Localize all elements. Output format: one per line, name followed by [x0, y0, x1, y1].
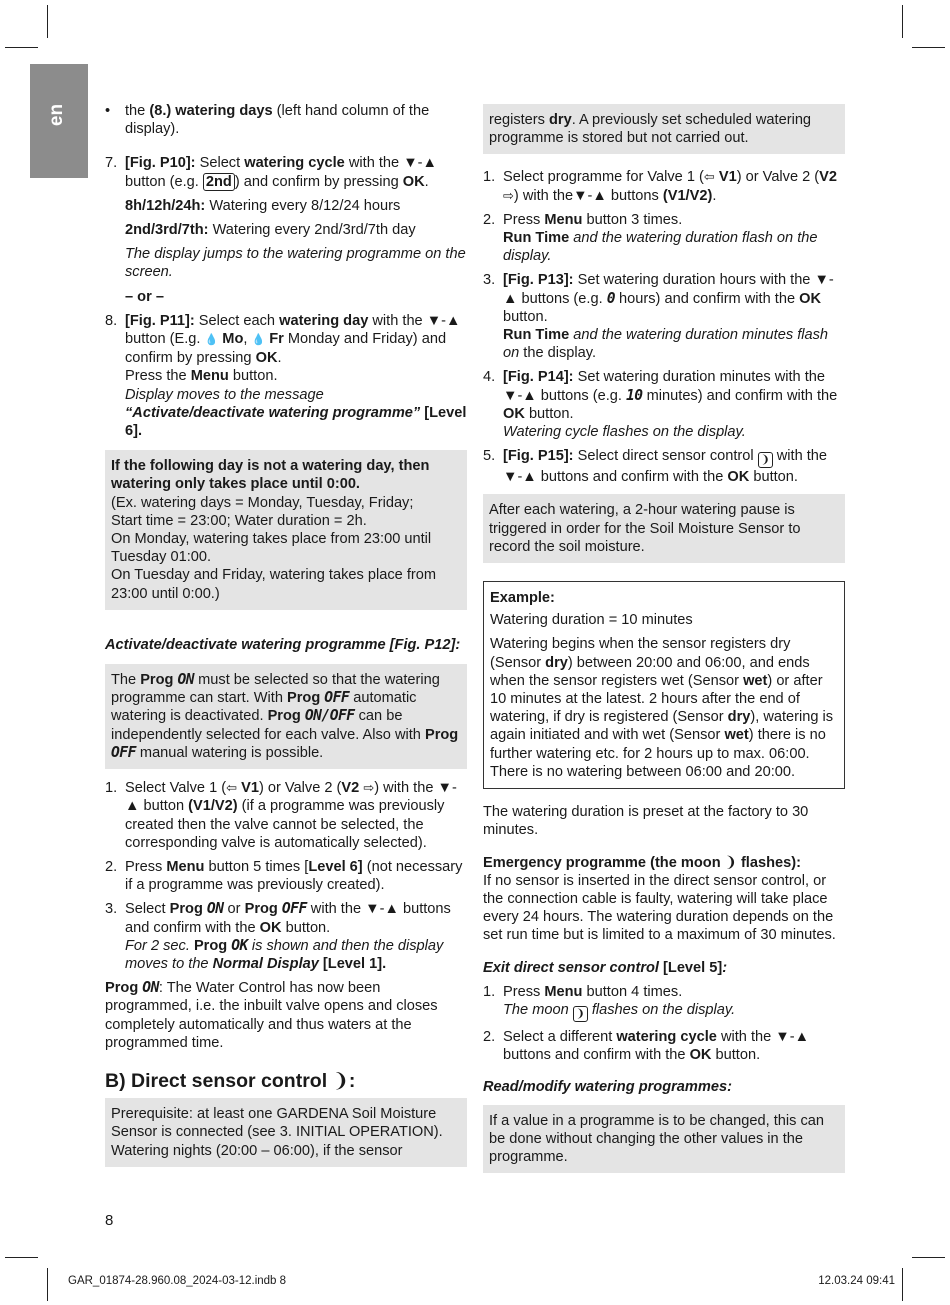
moon-icon: ❩	[332, 1069, 349, 1092]
crop-mark	[902, 5, 903, 38]
emergency-title: Emergency programme (the moon ❩ flashes):	[483, 854, 801, 871]
sensor-step-1: 1. Select programme for Valve 1 (⇦ V1) or Valve 2 (V2 ⇨) with the▼-▲ buttons (V1/V2).	[483, 169, 838, 204]
arrow-right-icon: ⇨	[363, 780, 375, 796]
right-column	[483, 104, 845, 1173]
prog-on-paragraph: Prog ON: The Water Control has now been programmed, i.e. the inbuilt valve opens and closes completely automatically and thus waters at the programmed time.	[105, 979, 438, 1051]
footer-file-info: GAR_01874-28.960.08_2024-03-12.indb 8	[68, 1275, 287, 1287]
preset-paragraph: The watering duration is preset at the factory to 30 minutes.	[483, 804, 809, 839]
note-box-registers-dry: registers dry. A previously set scheduled watering programme is stored but not carried out.	[483, 104, 845, 154]
exit-step-1: 1. Press Menu button 4 times. The moon ❩ flashes on the display.	[483, 983, 736, 1020]
note-box-following-day: If the following day is not a watering day, then watering only takes place until 0:00. (Ex. watering days = Monday, Tuesday, Friday; Start time = 23:00; Water duration = 2h. On Monday, watering takes place from 23:00 until Tuesday 01:00. On Tuesday and Friday, watering takes place from 23:00 until 0:00.)	[105, 450, 467, 610]
emergency-paragraph: If no sensor is inserted in the direct sensor control, or the connection cable is faulty, watering will take place every 24 hours. The watering duration depends on the set run time but is limited to a maximum of 30 minutes.	[483, 872, 836, 944]
sensor-step-3: 3. [Fig. P13]: Set watering duration hours with the ▼-▲ buttons (e.g. 0 hours) and confirm with the OK button. Run Time and the watering duration minutes flash on the display.	[483, 272, 834, 362]
key-2nd: 2nd	[203, 173, 235, 191]
moon-icon: ❩	[573, 1006, 588, 1022]
footer-timestamp: 12.03.24 09:41	[818, 1275, 895, 1287]
language-tab	[30, 64, 88, 178]
arrow-left-icon: ⇦	[703, 169, 715, 185]
note-box-prog-on: The Prog ON must be selected so that the watering programme can start. With Prog OFF automatic watering is deactivated. Prog ON/OFF can be independently selected for each valve. Also with Prog OFF manual watering is possible.	[105, 664, 467, 769]
activate-step-3: 3. Select Prog ON or Prog OFF with the ▼-▲ buttons and confirm with the OK button. For 2 sec. Prog OK is shown and then the display moves to the Normal Display [Level 1].	[105, 900, 451, 972]
drop-icon: 💧	[204, 334, 219, 347]
note-box-read-modify: If a value in a programme is to be changed, this can be done without changing the other values in the programme.	[483, 1105, 845, 1174]
read-modify-title: Read/modify watering programmes:	[483, 1079, 732, 1096]
step-8: 8. [Fig. P11]: Select each watering day with the ▼-▲ button (E.g. 💧 Mo, 💧 Fr Monday and Friday) and confirm by pressing OK. Press the Menu button. Display moves to the message “Activate/deactivate watering programme” [Level 6].	[105, 312, 467, 440]
arrow-right-icon: ⇨	[503, 187, 514, 203]
bullet-watering-days: • the (8.) watering days (left hand column of the display).	[105, 103, 430, 138]
crop-mark	[912, 1257, 945, 1258]
activate-step-2: 2. Press Menu button 5 times [Level 6] (not necessary if a programme was previously created).	[105, 858, 463, 894]
page-number: 8	[105, 1212, 114, 1229]
crop-mark	[5, 47, 38, 48]
drop-icon: 💧	[251, 334, 266, 347]
arrow-left-icon: ⇦	[226, 780, 238, 796]
sensor-step-5: 5. [Fig. P15]: Select direct sensor control ❩ with the ▼-▲ buttons and confirm with the OK button.	[483, 448, 828, 486]
moon-icon: ❩	[758, 452, 773, 468]
exit-title: Exit direct sensor control [Level 5]:	[483, 959, 728, 976]
sensor-step-4: 4. [Fig. P14]: Set watering duration minutes with the ▼-▲ buttons (e.g. 10 minutes) and confirm with the OK button. Watering cycle flashes on the display.	[483, 369, 838, 441]
crop-mark	[47, 1268, 48, 1301]
left-column	[105, 102, 467, 1167]
note-box-watering-pause: After each watering, a 2-hour watering pause is triggered in order for the Soil Moisture Sensor to record the soil moisture.	[483, 494, 845, 563]
section-title-activate: Activate/deactivate watering programme [Fig. P12]:	[105, 636, 461, 653]
language-code: en	[46, 103, 67, 127]
sensor-step-2: 2. Press Menu button 3 times. Run Time and the watering duration flash on the display.	[483, 211, 818, 265]
crop-mark	[912, 47, 945, 48]
crop-mark	[902, 1268, 903, 1301]
crop-mark	[5, 1257, 38, 1258]
step-7: 7. [Fig. P10]: Select watering cycle with the ▼-▲ button (e.g. 2nd ) and confirm by pressing OK. 8h/12h/24h: Watering every 8/12/24 hours 2nd/3rd/7th: Watering every 2nd/3rd/7th day The display jumps to the watering programme on the screen. – or –	[105, 155, 466, 305]
section-title-direct-sensor: B) Direct sensor control ❩:	[105, 1069, 356, 1092]
example-box: Example: Watering duration = 10 minutes Watering begins when the sensor registers dry (Sensor dry) between 20:00 and 06:00, and ends when the sensor registers wet (Sensor wet) or after 10 minutes at the latest. 2 hours after the end of watering, if dry is registered (Sensor dry), watering is again initiated and with wet (Sensor wet) there is no further watering etc. for 2 hours up to max. 06:00. There is no watering between 06:00 and 20:00.	[483, 581, 845, 789]
activate-step-1: 1. Select Valve 1 (⇦ V1) or Valve 2 (V2 ⇨) with the ▼-▲ button (V1/V2) (if a programme was previously created then the valve cannot be selected, the corresponding valve is automatically selected).	[105, 780, 457, 851]
note-box-prerequisite: Prerequisite: at least one GARDENA Soil Moisture Sensor is connected (see 3. INITIAL OPERATION). Watering nights (20:00 – 06:00), if the sensor	[105, 1098, 467, 1167]
crop-mark	[47, 5, 48, 38]
exit-step-2: 2. Select a different watering cycle with the ▼-▲ buttons and confirm with the OK button.	[483, 1028, 810, 1064]
